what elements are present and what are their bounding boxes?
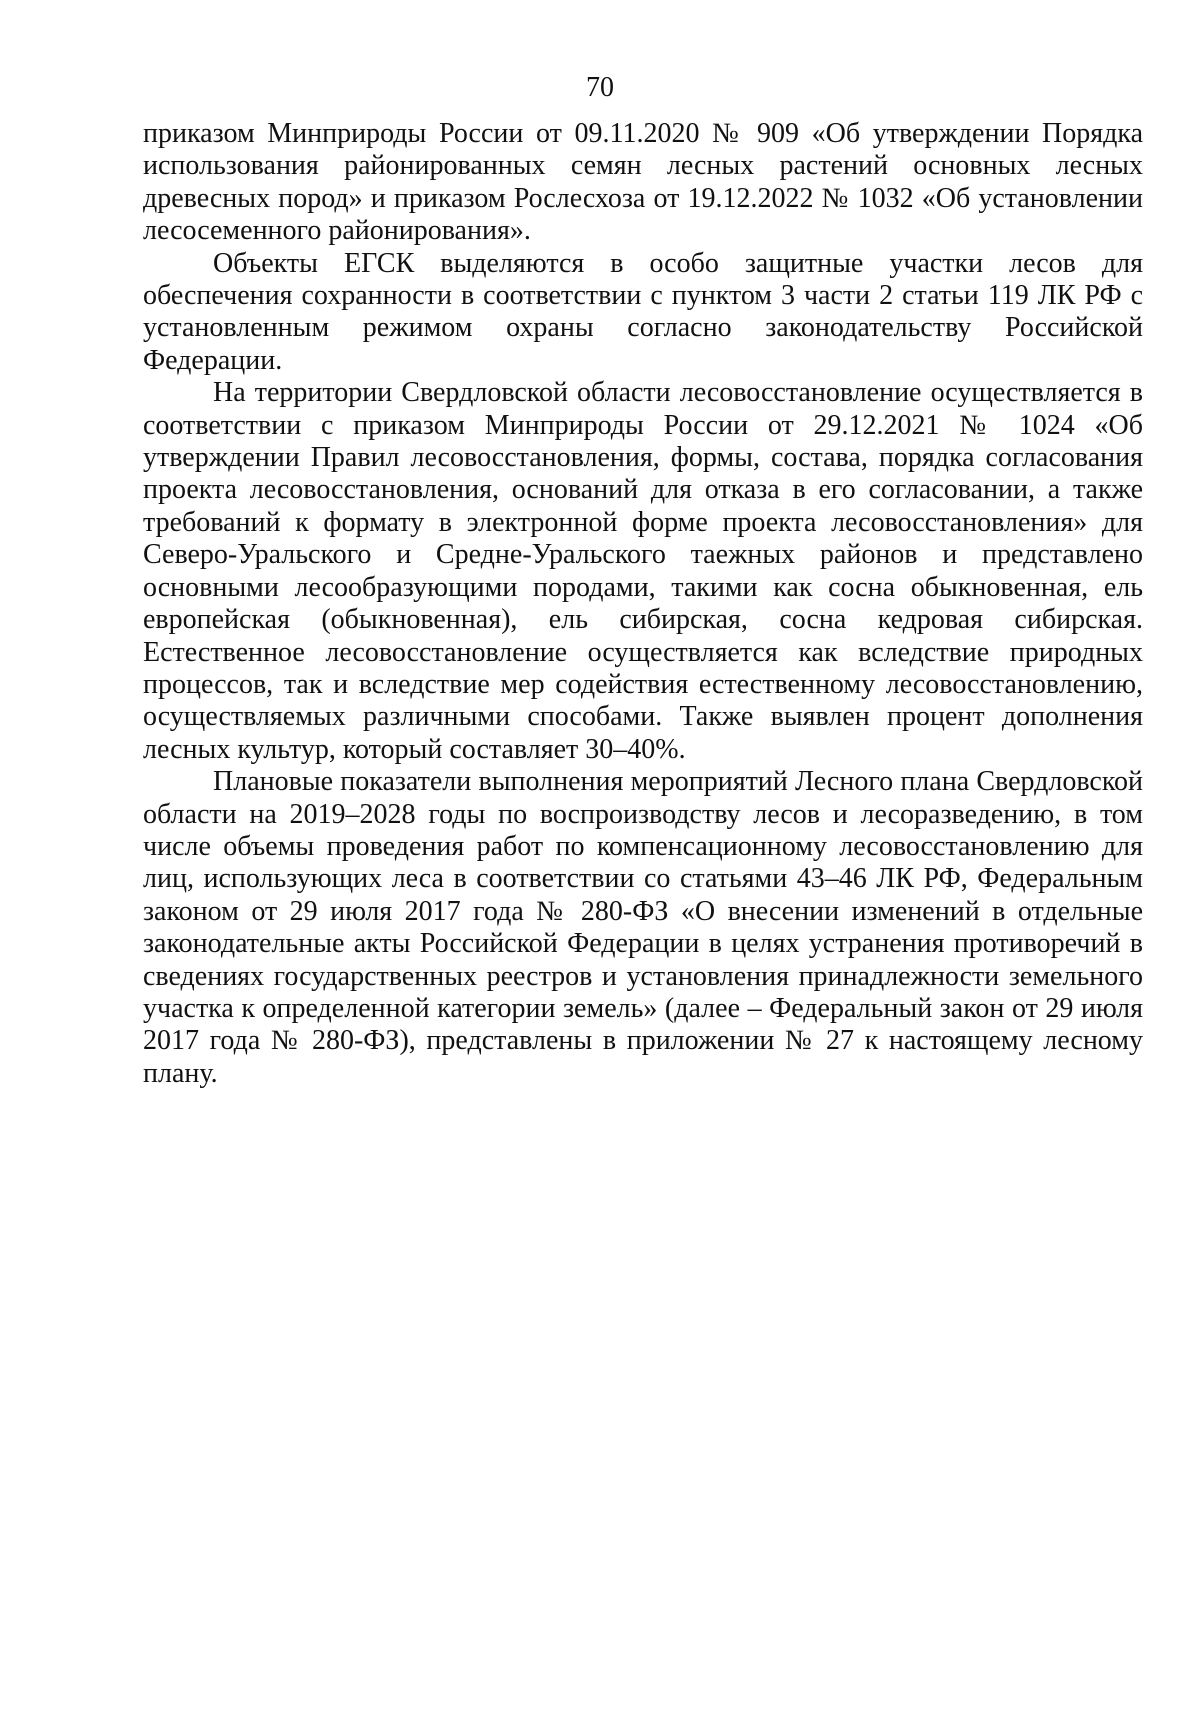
page-number: 70	[586, 72, 614, 103]
paragraph-continuation: приказом Минприроды России от 09.11.2020 № 909 «Об утверждении Порядка использования районированных семян лесных растений основных лесных древесных пород» и приказом Рослесхоза от 19.12.2022 № 1032 «Об установлении лесосеменного районирования».	[143, 118, 1143, 247]
paragraph-egsk-objects: Объекты ЕГСК выделяются в особо защитные участки лесов для обеспечения сохранности в соответствии с пунктом 3 части 2 статьи 119 ЛК РФ с установленным режимом охраны согласно законодательству Российской Федерации.	[143, 247, 1143, 376]
paragraph-planned-indicators: Плановые показатели выполнения мероприятий Лесного плана Свердловской области на 2019–2028 годы по воспроизводству лесов и лесоразведению, в том числе объемы проведения работ по компенсационному лесовосстановлению для лиц, использующих леса в соответствии со статьями 43–46 ЛК РФ, Федеральным законом от 29 июля 2017 года № 280-ФЗ «О внесении изменений в отдельные законодательные акты Российской Федерации в целях устранения противоречий в сведениях государственных реестров и установления принадлежности земельного участка к определенной категории земель» (далее – Федеральный закон от 29 июля 2017 года № 280-ФЗ), представлены в приложении № 27 к настоящему лесному плану.	[143, 766, 1143, 1089]
paragraph-reforestation: На территории Свердловской области лесовосстановление осуществляется в соответствии с приказом Минприроды России от 29.12.2021 № 1024 «Об утверждении Правил лесовосстановления, формы, состава, порядка согласования проекта лесовосстановления, оснований для отказа в его согласовании, а также требований к формату в электронной форме проекта лесовосстановления» для Северо-Уральского и Средне-Уральского таежных районов и представлено основными лесообразующими породами, такими как сосна обыкновенная, ель европейская (обыкновенная), ель сибирская, сосна кедровая сибирская. Естественное лесовосстановление осуществляется как вследствие природных процессов, так и вследствие мер содействия естественному лесовосстановлению, осуществляемых различными способами. Также выявлен процент дополнения лесных культур, который составляет 30–40%.	[143, 377, 1143, 765]
body-text	[143, 118, 1143, 1090]
